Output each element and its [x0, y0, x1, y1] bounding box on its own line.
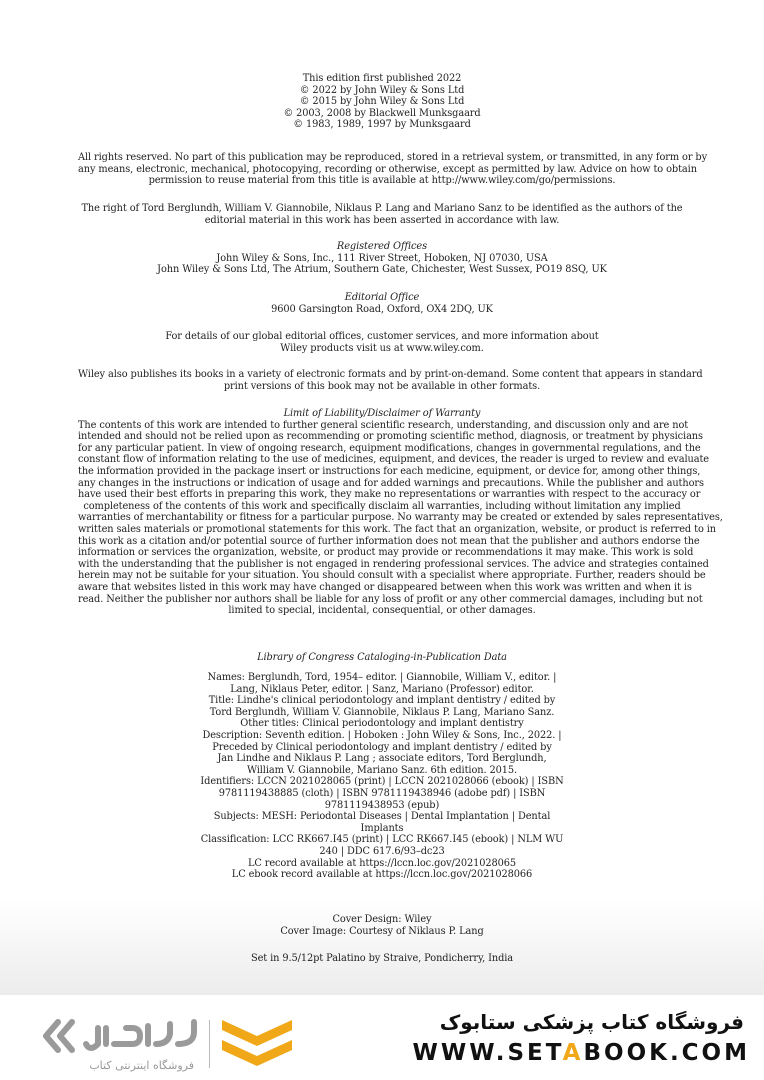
- cataloging-record: [78, 672, 686, 881]
- disclaimer-line: this work as a citation and/or potential source of further information does not mean that the publisher and authors endorse the: [78, 535, 700, 547]
- edition-line: © 2015 by John Wiley & Sons Ltd: [299, 96, 465, 108]
- disclaimer-line: with the understanding that the publisher is not engaged in rendering professional services. The advice and strategies contained: [78, 558, 709, 570]
- cataloging-heading: Library of Congress Cataloging-in-Publication Data: [257, 652, 507, 663]
- setabook-url[interactable]: [413, 1040, 750, 1066]
- details-paragraph: [78, 331, 686, 354]
- setabook-wordmark-logo: [38, 1014, 203, 1058]
- cataloging-line: Jan Lindhe and Niklaus P. Lang ; associate editors, Tord Berglundh,: [217, 753, 547, 765]
- formats-paragraph: [78, 369, 703, 392]
- formats-line: print versions of this book may not be available in other formats.: [223, 380, 541, 392]
- disclaimer-line: The contents of this work are intended to further general scientific research, understanding, and discussion only and are not: [78, 419, 689, 431]
- typeset-line: Set in 9.5/12pt Palatino by Straive, Pondicherry, India: [250, 953, 514, 964]
- cataloging-line: Names: Berglundh, Tord, 1954– editor. | Giannobile, William V., editor. |: [207, 672, 557, 683]
- rights-paragraph: [78, 152, 708, 187]
- url-text: [413, 1040, 750, 1066]
- rights-line: permission to reuse material from this title is available at http://www.wiley.com/go/permissions.: [148, 175, 616, 187]
- cataloging-line: Title: Lindhe's clinical periodontology and implant dentistry / edited by: [208, 695, 556, 707]
- formats-line: Wiley also publishes its books in a variety of electronic formats and by print-on-demand. Some content that appears in standard: [78, 369, 703, 380]
- cover-credit-line: Cover Design: Wiley: [332, 914, 432, 925]
- disclaimer-heading: Limit of Liability/Disclaimer of Warranty: [283, 408, 481, 419]
- editorial-office: [78, 292, 686, 315]
- cataloging-line: Tord Berglundh, William V. Giannobile, Niklaus P. Lang, Mariano Sanz.: [209, 706, 555, 718]
- cataloging-line: 240 | DDC 617.6/93–dc23: [319, 845, 445, 857]
- disclaimer-line: limited to special, incidental, consequential, or other damages.: [228, 605, 536, 617]
- edition-line: © 2003, 2008 by Blackwell Munksgaard: [283, 107, 481, 119]
- cataloging-line: William V. Giannobile, Mariano Sanz. 6th edition. 2015.: [246, 764, 518, 776]
- rights-line: All rights reserved. No part of this publication may be reproduced, stored in a retrieval system, or transmitted, in any form or by: [78, 152, 708, 163]
- authors-right-paragraph: [78, 203, 686, 226]
- cataloging-line: Implants: [360, 822, 404, 834]
- cataloging-line: Preceded by Clinical periodontology and implant dentistry / edited by: [212, 741, 552, 753]
- disclaimer-line: have used their best efforts in preparing this work, they make no representations or warranties with respect to the accuracy or: [78, 489, 701, 501]
- edition-line: This edition first published 2022: [302, 73, 462, 84]
- edition-line: © 2022 by John Wiley & Sons Ltd: [299, 84, 465, 96]
- editorial-office-heading: Editorial Office: [344, 292, 420, 303]
- setabook-store-title: فروشگاه کتاب پزشکی ستابوک: [439, 1010, 744, 1034]
- authors-right-line: editorial material in this work has been asserted in accordance with law.: [204, 214, 560, 226]
- disclaimer-line: herein may not be suitable for your situation. You should consult with a specialist where appropriate. Further, readers should be: [78, 570, 706, 582]
- cataloging-line: Lang, Niklaus Peter, editor. | Sanz, Mariano (Professor) editor.: [230, 683, 534, 695]
- disclaimer-line: written sales materials or promotional statements for this work. The fact that an organization, website, or product is referred to in: [78, 523, 717, 535]
- disclaimer-line: constant flow of information relating to the use of medicines, equipment, and devices, the reader is urged to review and evaluate: [78, 454, 709, 466]
- rights-line: any means, electronic, mechanical, photocopying, recording or otherwise, except as permitted by law. Advice on how to obtain: [78, 163, 697, 175]
- editorial-office-line: 9600 Garsington Road, Oxford, OX4 2DQ, UK: [271, 303, 493, 315]
- cataloging-line: LC ebook record available at https://lccn.loc.gov/2021028066: [231, 869, 533, 881]
- cataloging-line: Subjects: MESH: Periodontal Diseases | Dental Implantation | Dental: [213, 811, 551, 823]
- authors-right-line: The right of Tord Berglundh, William V. Giannobile, Niklaus P. Lang and Mariano Sanz to be identified as the authors of the: [81, 203, 683, 214]
- details-line: Wiley products visit us at www.wiley.com.: [280, 342, 484, 354]
- disclaimer-line: read. Neither the publisher nor authors shall be liable for any loss of profit or any other commercial damages, including but not: [78, 593, 703, 605]
- details-line: For details of our global editorial offices, customer services, and more information about: [165, 331, 599, 342]
- cataloging-line: 9781119438885 (cloth) | ISBN 9781119438946 (adobe pdf) | ISBN: [218, 787, 546, 799]
- disclaimer-line: any changes in the instructions or indication of usage and for added warnings and precautions. While the publisher and authors: [78, 477, 704, 489]
- disclaimer-line: for any particular patient. In view of ongoing research, equipment modifications, changes in governmental regulations, and the: [78, 442, 701, 454]
- edition-line: © 1983, 1989, 1997 by Munksgaard: [293, 119, 471, 131]
- cataloging-line: LC record available at https://lccn.loc.gov/2021028065: [247, 857, 517, 869]
- disclaimer-line: intended and should not be relied upon as recommending or promoting scientific method, diagnosis, or treatment by physicians: [78, 431, 703, 443]
- cover-credits: [78, 914, 686, 937]
- edition-block: [78, 73, 686, 131]
- cataloging-line: Identifiers: LCCN 2021028065 (print) | LCCN 2021028066 (ebook) | ISBN: [200, 776, 564, 788]
- disclaimer-line: aware that websites listed in this work may have changed or disappeared between when this work was written and when it is: [78, 581, 692, 593]
- registered-office-line: John Wiley & Sons Ltd, The Atrium, Southern Gate, Chichester, West Sussex, PO19 8SQ, UK: [157, 264, 607, 276]
- url-part: BOOK.COM: [583, 1040, 750, 1066]
- url-part: WWW.SET: [412, 1040, 563, 1066]
- disclaimer-line: completeness of the contents of this work and specifically disclaim all warranties, including without limitation any implied: [83, 500, 681, 512]
- cataloging-line: Description: Seventh edition. | Hoboken : John Wiley & Sons, Inc., 2022. |: [202, 729, 562, 741]
- setabook-chevron-logo-icon: [222, 1020, 292, 1068]
- typeset-note: [78, 953, 686, 965]
- registered-offices: [78, 241, 686, 276]
- disclaimer-line: the information provided in the package insert or instructions for each medicine, equipment, or device for, among other things,: [78, 465, 701, 477]
- cataloging-line: Other titles: Clinical periodontology and implant dentistry: [240, 718, 524, 730]
- registered-offices-heading: Registered Offices: [336, 241, 428, 252]
- disclaimer-line: information or services the organization, website, or product may provide or recommendations it may make. This work is sold: [78, 547, 694, 559]
- disclaimer-line: warranties of merchantability or fitness for a particular purpose. No warranty may be created or extended by sales representatives,: [78, 512, 723, 524]
- logo-divider: [209, 1020, 210, 1068]
- url-accent-letter: A: [562, 1040, 584, 1066]
- cover-credit-line: Cover Image: Courtesy of Niklaus P. Lang: [280, 925, 484, 937]
- cataloging-line: 9781119438953 (epub): [324, 799, 440, 811]
- cataloging-data: [78, 652, 686, 664]
- cataloging-line: Classification: LCC RK667.I45 (print) | LCC RK667.I45 (ebook) | NLM WU: [200, 834, 564, 846]
- disclaimer: [78, 408, 723, 617]
- logo-subtitle: فروشگاه اینترنتی کتاب: [89, 1059, 194, 1072]
- registered-office-line: John Wiley & Sons, Inc., 111 River Street, Hoboken, NJ 07030, USA: [216, 252, 548, 264]
